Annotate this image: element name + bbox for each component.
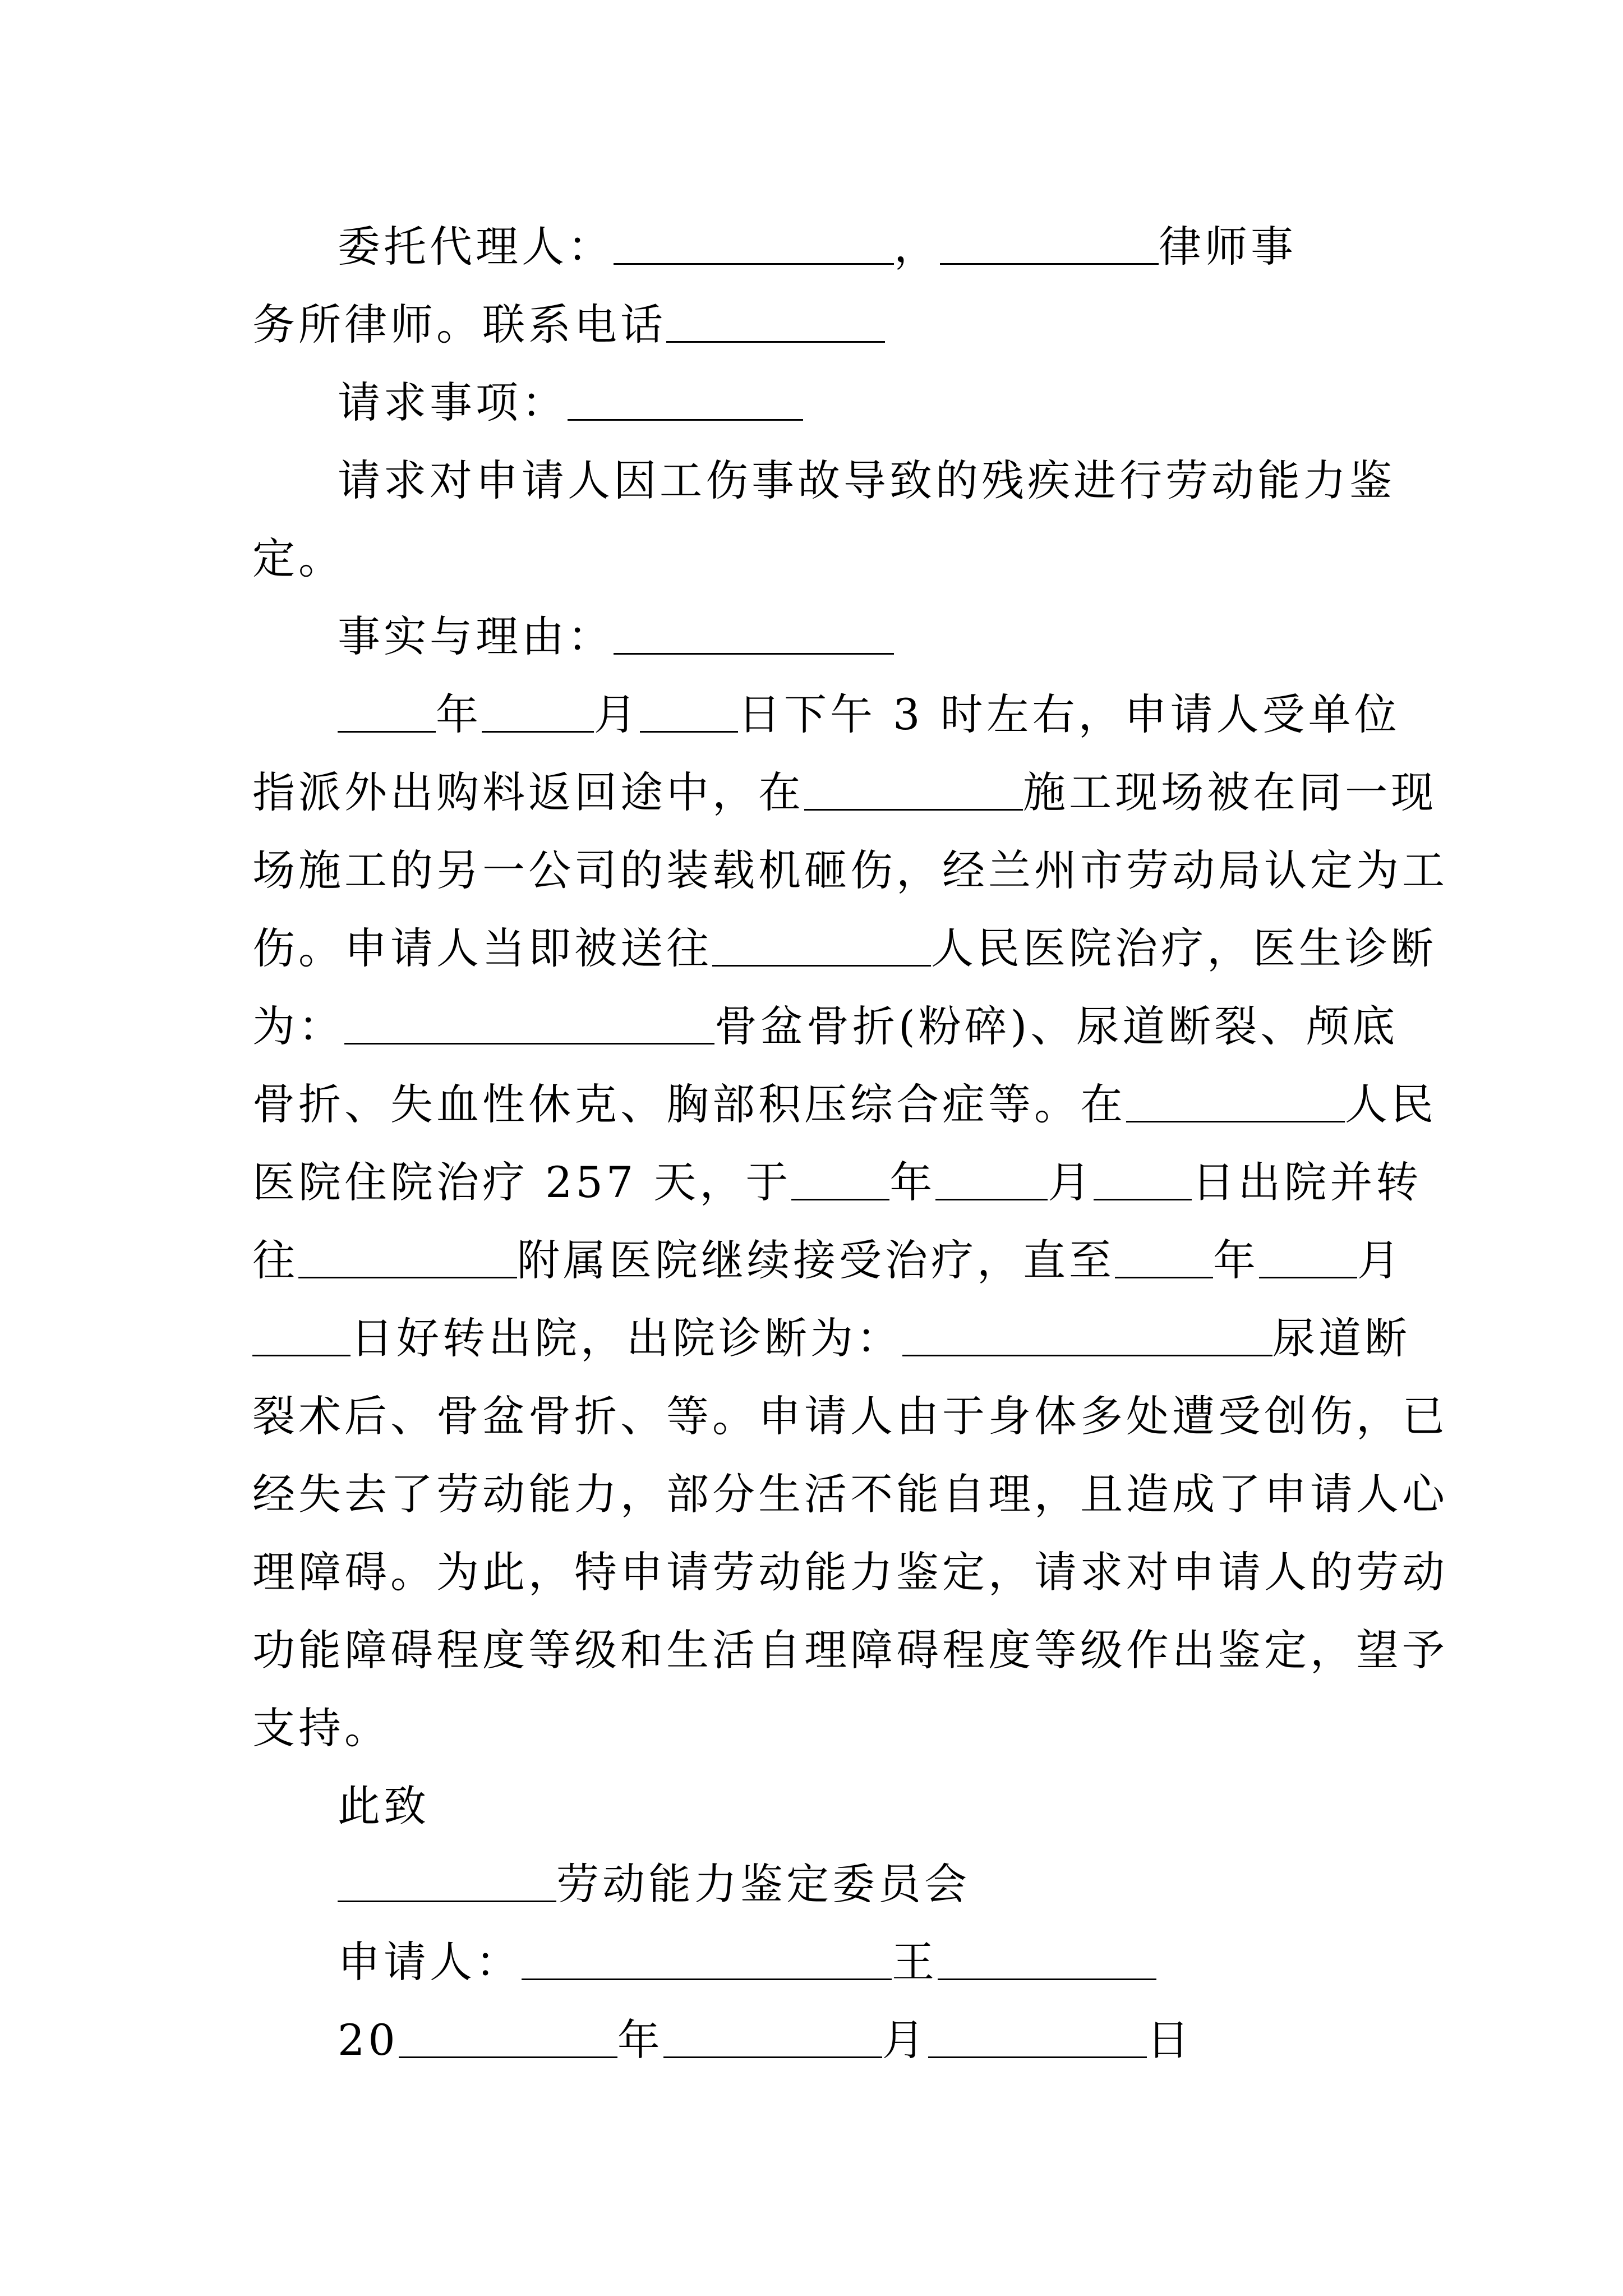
request-text: 请求对申请人因工伤事故导致的残疾进行劳动能力鉴 bbox=[338, 455, 1395, 505]
facts-line-14 bbox=[252, 1689, 1385, 1767]
hospital-blank-2 bbox=[1126, 1080, 1345, 1122]
document-body bbox=[252, 208, 1448, 2079]
day-blank bbox=[640, 691, 738, 733]
facts-text: 伤。申请人当即被送往 bbox=[252, 923, 712, 973]
facts-text: 理障碍。为此，特申请劳动能力鉴定，请求对申请人的劳动 bbox=[252, 1547, 1448, 1597]
day-blank bbox=[252, 1314, 351, 1356]
agent-label: 委托代理人： bbox=[338, 222, 614, 272]
date-year-blank bbox=[399, 2016, 617, 2058]
facts-line-12 bbox=[252, 1533, 1448, 1611]
agent-line bbox=[252, 208, 1385, 286]
applicant-label: 申请人： bbox=[338, 1937, 522, 1987]
month-blank bbox=[1259, 1236, 1357, 1278]
month-label: 月 bbox=[1357, 1235, 1403, 1285]
request-label: 请求事项： bbox=[338, 378, 568, 427]
request-heading bbox=[252, 364, 1385, 441]
facts-line-3 bbox=[252, 831, 1448, 909]
facts-line-5 bbox=[252, 987, 1399, 1065]
facts-line-4 bbox=[252, 909, 1437, 987]
applicant-blank-2 bbox=[938, 1938, 1156, 1980]
facts-heading bbox=[252, 597, 1385, 675]
agent-line-2 bbox=[252, 286, 1385, 364]
discharge-diagnosis-blank bbox=[902, 1314, 1272, 1356]
facts-line-8 bbox=[252, 1221, 1403, 1299]
date-prefix: 20 bbox=[338, 2015, 399, 2065]
facts-text: 裂术后、骨盆骨折、等。申请人由于身体多处遭受创伤，已 bbox=[252, 1391, 1448, 1441]
request-text-2 bbox=[252, 519, 1385, 597]
facts-text: 为： bbox=[252, 1001, 344, 1051]
year-blank bbox=[1115, 1236, 1213, 1278]
facts-text: 功能障碍程度等级和生活自理障碍程度等级作出鉴定，望予 bbox=[252, 1625, 1448, 1675]
committee-line bbox=[252, 1845, 1385, 1923]
diagnosis-blank bbox=[344, 1002, 714, 1045]
month-blank bbox=[935, 1158, 1048, 1200]
applicant-blank bbox=[522, 1938, 892, 1980]
facts-line-11 bbox=[252, 1455, 1448, 1533]
facts-text: 尿道断 bbox=[1272, 1313, 1410, 1363]
facts-text: 人民 bbox=[1345, 1079, 1437, 1129]
date-year-label: 年 bbox=[617, 2015, 663, 2065]
facts-text: 骨盆骨折(粉碎)、尿道断裂、颅底 bbox=[714, 1001, 1399, 1051]
applicant-name: 王 bbox=[892, 1937, 938, 1987]
salutation-text: 此致 bbox=[338, 1781, 430, 1831]
facts-text: 场施工的另一公司的装载机砸伤，经兰州市劳动局认定为工 bbox=[252, 845, 1448, 895]
phone-blank bbox=[666, 301, 885, 343]
request-text-1 bbox=[252, 441, 1395, 519]
facts-line-1 bbox=[252, 675, 1400, 753]
comma: ， bbox=[894, 222, 940, 272]
hospital-blank bbox=[712, 924, 931, 967]
date-line bbox=[252, 2001, 1385, 2079]
month-label: 月 bbox=[594, 689, 640, 739]
facts-text: 施工现场被在同一现 bbox=[1023, 767, 1437, 817]
facts-line-10 bbox=[252, 1377, 1448, 1455]
date-month-label: 月 bbox=[882, 2015, 928, 2065]
facts-text: 支持。 bbox=[252, 1703, 390, 1753]
year-blank bbox=[338, 691, 436, 733]
facts-text: 骨折、失血性休克、胸部积压综合症等。在 bbox=[252, 1079, 1126, 1129]
committee-blank bbox=[338, 1860, 556, 1902]
lawfirm-blank bbox=[940, 223, 1159, 265]
lawfirm-suffix: 律师事 bbox=[1159, 222, 1297, 272]
applicant-line bbox=[252, 1923, 1385, 2001]
month-blank bbox=[482, 691, 594, 733]
facts-text: 日出院并转 bbox=[1192, 1157, 1422, 1207]
date-day-label: 日 bbox=[1146, 2015, 1193, 2065]
facts-line-7 bbox=[252, 1143, 1422, 1221]
committee-name: 劳动能力鉴定委员会 bbox=[556, 1859, 970, 1909]
facts-blank bbox=[614, 613, 894, 655]
agent-name-blank bbox=[614, 223, 894, 265]
facts-line-6 bbox=[252, 1065, 1437, 1143]
facts-text: 日好转出院，出院诊断为： bbox=[351, 1313, 902, 1363]
month-label: 月 bbox=[1048, 1157, 1094, 1207]
phone-label: 务所律师。联系电话 bbox=[252, 300, 666, 349]
year-label: 年 bbox=[436, 689, 482, 739]
facts-line-2 bbox=[252, 753, 1437, 831]
facts-text: 医院住院治疗 257 天，于 bbox=[252, 1157, 792, 1207]
site-blank bbox=[804, 769, 1023, 811]
year-blank bbox=[791, 1158, 889, 1200]
date-month-blank bbox=[663, 2016, 882, 2058]
facts-text: 人民医院治疗，医生诊断 bbox=[931, 923, 1437, 973]
salutation bbox=[252, 1767, 1385, 1845]
facts-text: 往 bbox=[252, 1235, 298, 1285]
affiliated-hospital-blank bbox=[298, 1236, 517, 1278]
request-text-end: 定。 bbox=[252, 533, 344, 583]
facts-text: 指派外出购料返回途中，在 bbox=[252, 767, 804, 817]
facts-text: 经失去了劳动能力，部分生活不能自理，且造成了申请人心 bbox=[252, 1469, 1448, 1519]
year-label: 年 bbox=[889, 1157, 936, 1207]
facts-line-9 bbox=[252, 1299, 1410, 1377]
day-blank bbox=[1094, 1158, 1192, 1200]
year-label: 年 bbox=[1213, 1235, 1259, 1285]
facts-line-13 bbox=[252, 1611, 1448, 1689]
date-day-blank bbox=[928, 2016, 1147, 2058]
request-blank bbox=[568, 379, 803, 421]
facts-label: 事实与理由： bbox=[338, 611, 614, 661]
day-time-text: 日下午 3 时左右，申请人受单位 bbox=[738, 689, 1400, 739]
facts-text: 附属医院继续接受治疗，直至 bbox=[517, 1235, 1115, 1285]
